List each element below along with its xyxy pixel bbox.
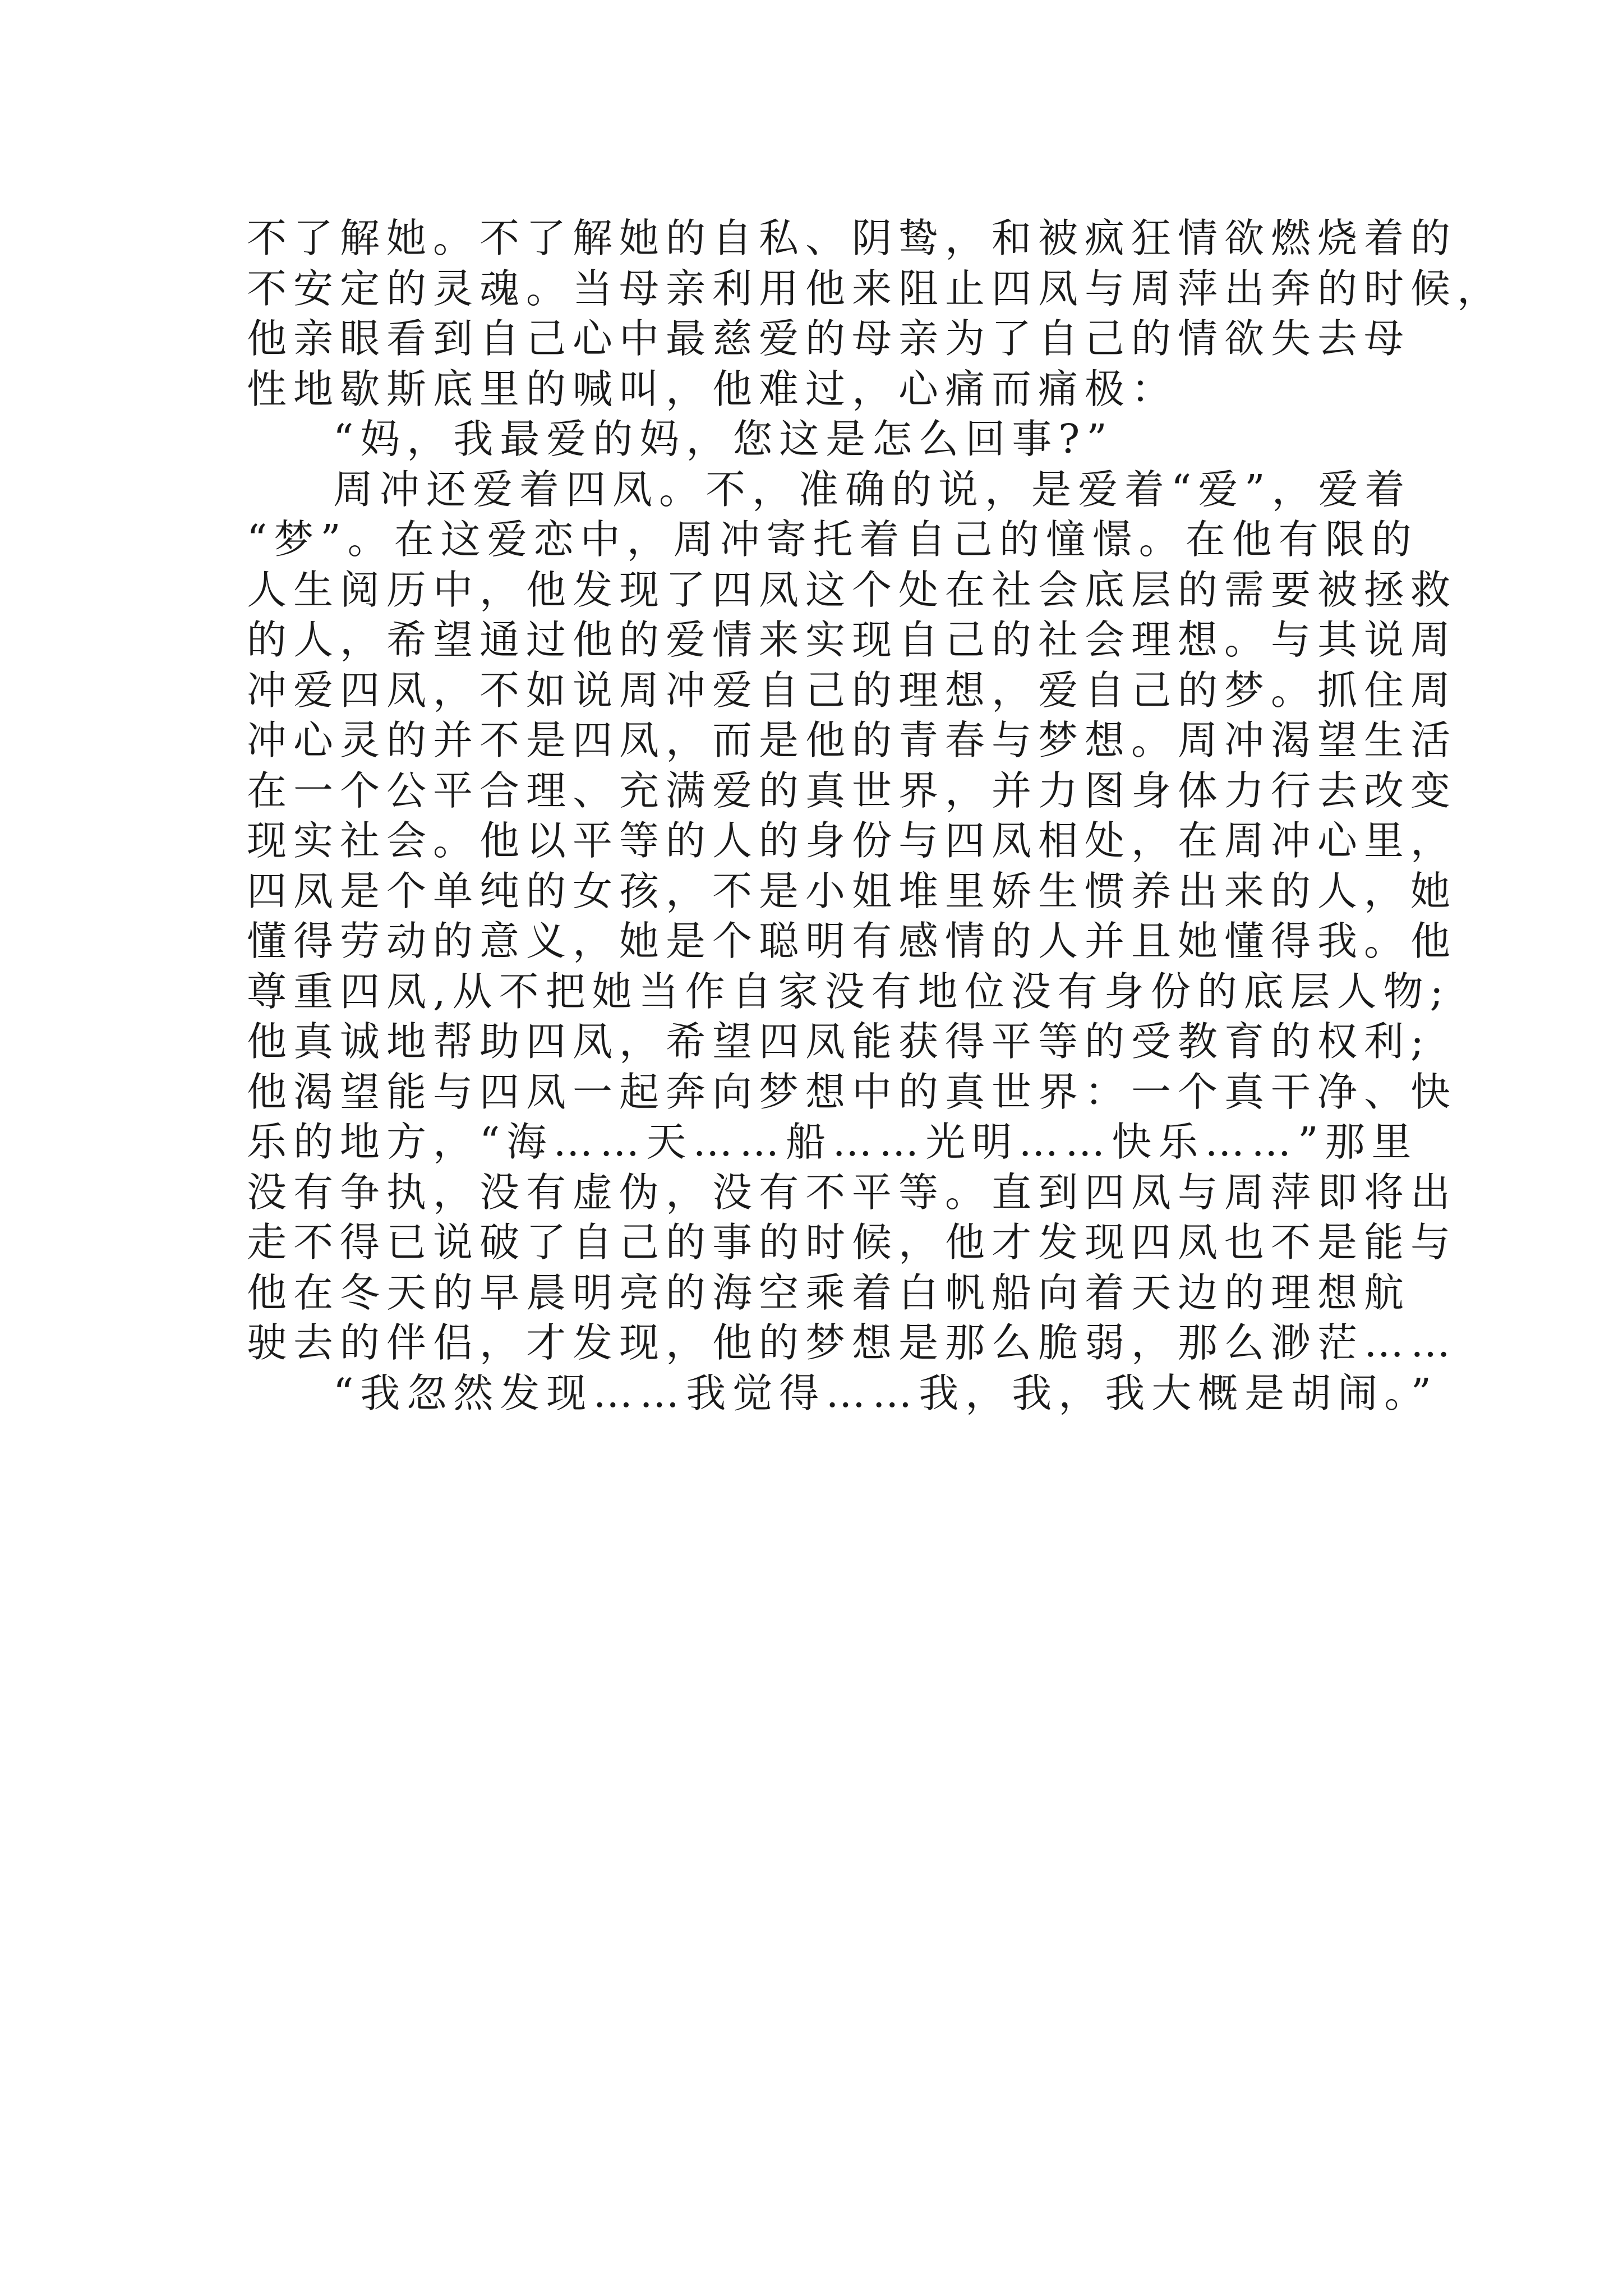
quote-line: “妈，我最爱的妈，您这是怎么回事?” — [333, 416, 1114, 462]
text-line: 驶去的伴侣，才发现，他的梦想是那么脆弱，那么渺茫…… — [247, 1319, 1458, 1366]
text-line: 不安定的灵魂。当母亲利用他来阻止四凤与周萍出奔的时候， — [247, 265, 1504, 312]
text-line: 现实社会。他以平等的人的身份与四凤相处，在周冲心里， — [247, 817, 1458, 864]
text-line: 他在冬天的早晨明亮的海空乘着白帆船向着天边的理想航 — [247, 1269, 1411, 1316]
quote-line: “我忽然发现……我觉得……我，我，我大概是胡闹。” — [333, 1369, 1438, 1416]
text-line: 他真诚地帮助四凤，希望四凤能获得平等的受教育的权利; — [247, 1018, 1431, 1065]
text-line: 不了解她。不了解她的自私、阴鸷，和被疯狂情欲燃烧着的 — [247, 215, 1458, 261]
paragraph-first-line: 周冲还爱着四凤。不，准确的说，是爱着“爱”，爱着 — [333, 466, 1412, 513]
text-line: 性地歇斯底里的喊叫，他难过，心痛而痛极： — [247, 365, 1178, 412]
text-line: 冲心灵的并不是四凤，而是他的青春与梦想。周冲渴望生活 — [247, 717, 1458, 763]
text-line: 他渴望能与四凤一起奔向梦想中的真世界：一个真干净、快 — [247, 1068, 1458, 1115]
text-line: 在一个公平合理、充满爱的真世界，并力图身体力行去改变 — [247, 767, 1458, 814]
text-line: “梦”。在这爱恋中，周冲寄托着自己的憧憬。在他有限的 — [247, 516, 1418, 563]
body-text — [247, 213, 1504, 1418]
text-line: 他亲眼看到自己心中最慈爱的母亲为了自己的情欲失去母 — [247, 315, 1411, 362]
text-line: 四凤是个单纯的女孩，不是小姐堆里娇生惯养出来的人，她 — [247, 867, 1458, 914]
text-line: 乐的地方，“海……天……船……光明……快乐……”那里 — [247, 1119, 1418, 1165]
text-line: 的人，希望通过他的爱情来实现自己的社会理想。与其说周 — [247, 616, 1458, 663]
text-line: 走不得已说破了自己的事的时候，他才发现四凤也不是能与 — [247, 1219, 1458, 1266]
text-line: 冲爱四凤，不如说周冲爱自己的理想，爱自己的梦。抓住周 — [247, 666, 1458, 714]
text-line: 尊重四凤,从不把她当作自家没有地位没有身份的底层人物; — [247, 968, 1450, 1015]
text-line: 懂得劳动的意义，她是个聪明有感情的人并且她懂得我。他 — [247, 918, 1458, 964]
text-line: 人生阅历中，他发现了四凤这个处在社会底层的需要被拯救 — [247, 566, 1458, 613]
text-line: 没有争执，没有虚伪，没有不平等。直到四凤与周萍即将出 — [247, 1168, 1458, 1216]
